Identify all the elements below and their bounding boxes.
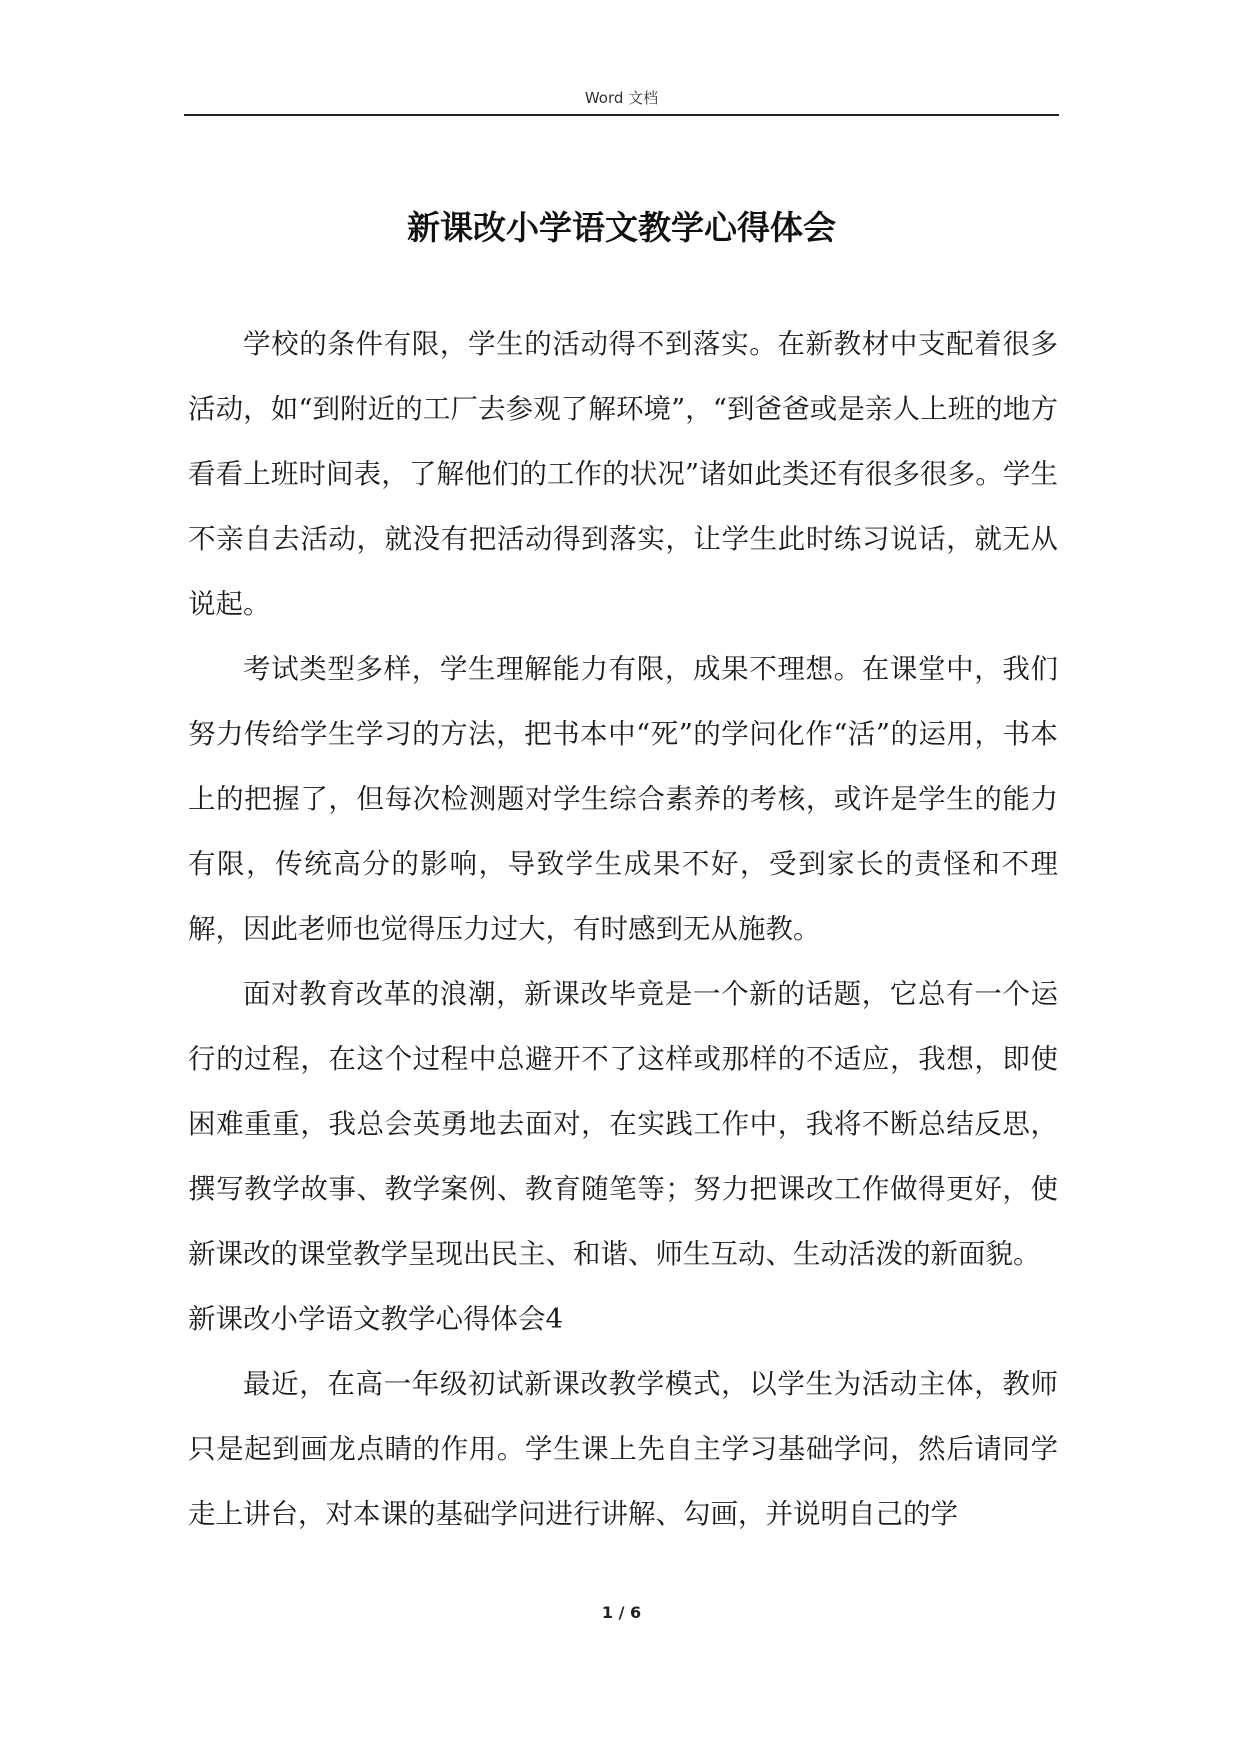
document-body	[188, 312, 1058, 1547]
document-title: 新课改小学语文教学心得体会	[407, 208, 836, 248]
header-divider	[184, 114, 1059, 116]
paragraph: 最近，在高一年级初试新课改教学模式，以学生为活动主体，教师只是起到画龙点睛的作用。学生课上先自主学习基础学问，然后请同学走上讲台，对本课的基础学问进行讲解、勾画，并说明自己的学	[188, 1368, 1058, 1530]
paragraph: 学校的条件有限，学生的活动得不到落实。在新教材中支配着很多活动，如“到附近的工厂去参观了解环境”，“到爸爸或是亲人上班的地方看看上班时间表，了解他们的工作的状况”诸如此类还有很多很多。学生不亲自去活动，就没有把活动得到落实，让学生此时练习说话，就无从说起。	[188, 328, 1058, 620]
page-header: Word 文档	[584, 89, 659, 107]
page-number: 1 / 6	[601, 1603, 642, 1622]
paragraph: 面对教育改革的浪潮，新课改毕竟是一个新的话题，它总有一个运行的过程，在这个过程中总避开不了这样或那样的不适应，我想，即使困难重重，我总会英勇地去面对，在实践工作中，我将不断总结反思，撰写教学故事、教学案例、教育随笔等；努力把课改工作做得更好，使新课改的课堂教学呈现出民主、和谐、师生互动、生动活泼的新面貌。	[188, 978, 1058, 1270]
section-subheading: 新课改小学语文教学心得体会4	[188, 1303, 563, 1335]
paragraph: 考试类型多样，学生理解能力有限，成果不理想。在课堂中，我们努力传给学生学习的方法，把书本中“死”的学问化作“活”的运用，书本上的把握了，但每次检测题对学生综合素养的考核，或许是学生的能力有限，传统高分的影响，导致学生成果不好，受到家长的责怪和不理解，因此老师也觉得压力过大，有时感到无从施教。	[188, 653, 1058, 945]
